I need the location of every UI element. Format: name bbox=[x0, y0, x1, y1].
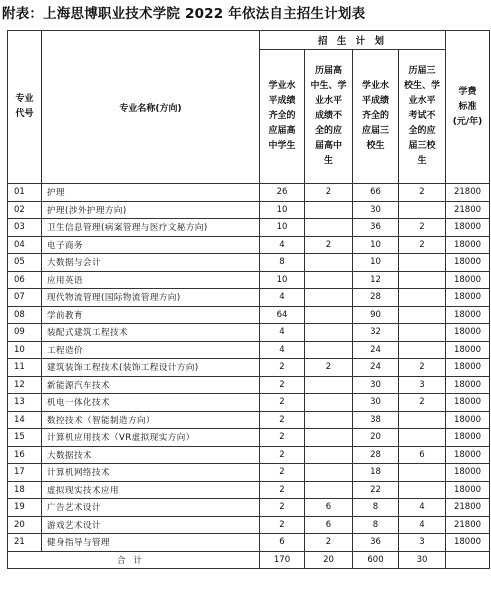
cell-col-c: 24 bbox=[353, 341, 399, 359]
header-row-top bbox=[8, 31, 490, 50]
cell-col-b bbox=[305, 394, 353, 412]
header-col-c bbox=[353, 50, 399, 184]
table-row bbox=[8, 464, 490, 482]
cell-col-d bbox=[399, 271, 446, 289]
cell-col-d: 4 bbox=[399, 499, 446, 517]
cell-col-b bbox=[305, 376, 353, 394]
cell-code: 02 bbox=[8, 201, 42, 219]
cell-major-name: 数控技术（智能制造方向） bbox=[42, 411, 260, 429]
cell-code: 09 bbox=[8, 324, 42, 342]
header-code bbox=[8, 31, 42, 184]
cell-major-name: 计算机网络技术 bbox=[42, 464, 260, 482]
cell-col-c: 90 bbox=[353, 306, 399, 324]
cell-col-a: 2 bbox=[260, 411, 305, 429]
cell-col-b: 6 bbox=[305, 499, 353, 517]
cell-col-d bbox=[399, 341, 446, 359]
cell-major-name: 健身指导与管理 bbox=[42, 534, 260, 552]
cell-fee: 18000 bbox=[446, 341, 490, 359]
cell-col-d: 3 bbox=[399, 376, 446, 394]
cell-col-d bbox=[399, 464, 446, 482]
header-col-b-label: 历届高 中生、学 业水平 成绩不 全的应 届高中 生 bbox=[310, 66, 347, 166]
cell-col-c: 10 bbox=[353, 254, 399, 272]
cell-col-a: 8 bbox=[260, 254, 305, 272]
table-row bbox=[8, 534, 490, 552]
cell-col-a: 2 bbox=[260, 446, 305, 464]
cell-col-a: 4 bbox=[260, 341, 305, 359]
table-row bbox=[8, 289, 490, 307]
cell-col-b: 6 bbox=[305, 516, 353, 534]
total-label: 合计 bbox=[8, 551, 260, 568]
cell-major-name: 建筑装饰工程技术(装饰工程设计方向) bbox=[42, 359, 260, 377]
cell-col-a: 26 bbox=[260, 184, 305, 202]
header-col-a-label: 学业水 平成绩 齐全的 应届高 中学生 bbox=[268, 81, 296, 151]
table-row bbox=[8, 201, 490, 219]
cell-major-name: 游戏艺术设计 bbox=[42, 516, 260, 534]
cell-col-b bbox=[305, 219, 353, 237]
cell-col-d bbox=[399, 429, 446, 447]
header-code-label: 专业 代号 bbox=[15, 94, 34, 119]
cell-col-d: 2 bbox=[399, 236, 446, 254]
cell-col-b bbox=[305, 464, 353, 482]
cell-fee: 21800 bbox=[446, 201, 490, 219]
header-col-c-label: 学业水 平成绩 齐全的 应届三 校生 bbox=[361, 81, 389, 151]
cell-col-b bbox=[305, 341, 353, 359]
cell-col-b bbox=[305, 411, 353, 429]
cell-fee: 18000 bbox=[446, 534, 490, 552]
cell-code: 15 bbox=[8, 429, 42, 447]
cell-major-name: 新能源汽车技术 bbox=[42, 376, 260, 394]
cell-col-a: 4 bbox=[260, 289, 305, 307]
header-col-b bbox=[305, 50, 353, 184]
cell-major-name: 工程造价 bbox=[42, 341, 260, 359]
cell-col-d bbox=[399, 306, 446, 324]
cell-col-d: 4 bbox=[399, 516, 446, 534]
cell-col-d bbox=[399, 411, 446, 429]
cell-col-b bbox=[305, 429, 353, 447]
cell-col-a: 2 bbox=[260, 394, 305, 412]
cell-fee: 18000 bbox=[446, 446, 490, 464]
table-row bbox=[8, 341, 490, 359]
cell-col-a: 2 bbox=[260, 359, 305, 377]
cell-fee: 18000 bbox=[446, 359, 490, 377]
cell-fee: 18000 bbox=[446, 464, 490, 482]
cell-col-a: 6 bbox=[260, 534, 305, 552]
cell-col-c: 30 bbox=[353, 201, 399, 219]
cell-col-d: 2 bbox=[399, 359, 446, 377]
cell-col-a: 2 bbox=[260, 481, 305, 499]
cell-code: 04 bbox=[8, 236, 42, 254]
cell-col-a: 2 bbox=[260, 429, 305, 447]
cell-col-c: 22 bbox=[353, 481, 399, 499]
cell-col-b: 2 bbox=[305, 184, 353, 202]
cell-col-a: 10 bbox=[260, 219, 305, 237]
cell-col-d: 6 bbox=[399, 446, 446, 464]
cell-col-b bbox=[305, 324, 353, 342]
cell-code: 18 bbox=[8, 481, 42, 499]
cell-col-a: 2 bbox=[260, 464, 305, 482]
cell-major-name: 卫生信息管理(病案管理与医疗文秘方向) bbox=[42, 219, 260, 237]
cell-fee: 21800 bbox=[446, 499, 490, 517]
cell-col-d: 3 bbox=[399, 534, 446, 552]
cell-col-d: 2 bbox=[399, 184, 446, 202]
cell-code: 17 bbox=[8, 464, 42, 482]
cell-code: 11 bbox=[8, 359, 42, 377]
header-enrollment-plan: 招 生 计 划 bbox=[260, 31, 446, 50]
cell-major-name: 护理 bbox=[42, 184, 260, 202]
table-row bbox=[8, 376, 490, 394]
table-row bbox=[8, 271, 490, 289]
cell-col-d bbox=[399, 254, 446, 272]
cell-code: 10 bbox=[8, 341, 42, 359]
cell-code: 01 bbox=[8, 184, 42, 202]
cell-col-d bbox=[399, 289, 446, 307]
cell-fee: 21800 bbox=[446, 516, 490, 534]
cell-major-name: 虚拟现实技术应用 bbox=[42, 481, 260, 499]
cell-col-c: 30 bbox=[353, 376, 399, 394]
table-row bbox=[8, 254, 490, 272]
total-col-a: 170 bbox=[260, 551, 305, 568]
cell-col-b bbox=[305, 481, 353, 499]
cell-fee: 18000 bbox=[446, 394, 490, 412]
cell-code: 21 bbox=[8, 534, 42, 552]
cell-fee: 18000 bbox=[446, 271, 490, 289]
cell-col-c: 20 bbox=[353, 429, 399, 447]
table-row bbox=[8, 219, 490, 237]
total-col-d: 30 bbox=[399, 551, 446, 568]
cell-fee: 18000 bbox=[446, 236, 490, 254]
cell-fee: 18000 bbox=[446, 376, 490, 394]
table-row bbox=[8, 429, 490, 447]
cell-code: 14 bbox=[8, 411, 42, 429]
cell-major-name: 大数据技术 bbox=[42, 446, 260, 464]
cell-col-c: 36 bbox=[353, 534, 399, 552]
cell-col-c: 8 bbox=[353, 499, 399, 517]
cell-col-a: 4 bbox=[260, 324, 305, 342]
cell-col-c: 28 bbox=[353, 289, 399, 307]
cell-col-a: 4 bbox=[260, 236, 305, 254]
cell-major-name: 机电一体化技术 bbox=[42, 394, 260, 412]
header-col-d bbox=[399, 50, 446, 184]
header-major-name: 专业名称(方向) bbox=[42, 31, 260, 184]
cell-fee: 18000 bbox=[446, 219, 490, 237]
cell-col-d bbox=[399, 324, 446, 342]
cell-col-c: 30 bbox=[353, 394, 399, 412]
cell-code: 16 bbox=[8, 446, 42, 464]
cell-col-c: 38 bbox=[353, 411, 399, 429]
enrollment-plan-table bbox=[7, 30, 490, 569]
cell-fee: 18000 bbox=[446, 481, 490, 499]
table-row bbox=[8, 411, 490, 429]
cell-code: 06 bbox=[8, 271, 42, 289]
cell-fee: 18000 bbox=[446, 254, 490, 272]
table-row bbox=[8, 446, 490, 464]
total-row bbox=[8, 551, 490, 568]
cell-col-c: 24 bbox=[353, 359, 399, 377]
cell-col-c: 8 bbox=[353, 516, 399, 534]
cell-col-b: 2 bbox=[305, 359, 353, 377]
cell-col-a: 64 bbox=[260, 306, 305, 324]
cell-col-a: 2 bbox=[260, 499, 305, 517]
table-body bbox=[8, 184, 490, 552]
cell-code: 05 bbox=[8, 254, 42, 272]
cell-fee: 21800 bbox=[446, 184, 490, 202]
table-row bbox=[8, 499, 490, 517]
cell-col-b bbox=[305, 306, 353, 324]
cell-major-name: 计算机应用技术（VR虚拟现实方向） bbox=[42, 429, 260, 447]
cell-col-c: 18 bbox=[353, 464, 399, 482]
cell-major-name: 广告艺术设计 bbox=[42, 499, 260, 517]
cell-major-name: 护理(涉外护理方向) bbox=[42, 201, 260, 219]
table-row bbox=[8, 324, 490, 342]
cell-col-b: 2 bbox=[305, 534, 353, 552]
cell-code: 03 bbox=[8, 219, 42, 237]
table-row bbox=[8, 481, 490, 499]
cell-code: 13 bbox=[8, 394, 42, 412]
cell-col-a: 2 bbox=[260, 516, 305, 534]
cell-col-a: 2 bbox=[260, 376, 305, 394]
cell-col-b bbox=[305, 446, 353, 464]
cell-major-name: 学前教育 bbox=[42, 306, 260, 324]
cell-col-b bbox=[305, 201, 353, 219]
cell-col-c: 12 bbox=[353, 271, 399, 289]
cell-major-name: 装配式建筑工程技术 bbox=[42, 324, 260, 342]
cell-major-name: 大数据与会计 bbox=[42, 254, 260, 272]
page-title: 附表：上海思博职业技术学院 2022 年依法自主招生计划表 bbox=[2, 6, 366, 22]
header-tuition bbox=[446, 31, 490, 184]
cell-major-name: 电子商务 bbox=[42, 236, 260, 254]
header-col-a bbox=[260, 50, 305, 184]
cell-col-a: 10 bbox=[260, 201, 305, 219]
cell-col-d bbox=[399, 201, 446, 219]
cell-fee: 18000 bbox=[446, 429, 490, 447]
table-row bbox=[8, 306, 490, 324]
total-fee bbox=[446, 551, 490, 568]
cell-col-d: 2 bbox=[399, 394, 446, 412]
cell-col-b bbox=[305, 289, 353, 307]
cell-col-d bbox=[399, 481, 446, 499]
cell-col-c: 66 bbox=[353, 184, 399, 202]
cell-col-a: 10 bbox=[260, 271, 305, 289]
table-row bbox=[8, 516, 490, 534]
cell-col-b bbox=[305, 254, 353, 272]
cell-code: 08 bbox=[8, 306, 42, 324]
cell-code: 20 bbox=[8, 516, 42, 534]
cell-code: 19 bbox=[8, 499, 42, 517]
header-col-d-label: 历届三 校生、学 业水平 考试不 全的应 届三校 生 bbox=[403, 66, 440, 166]
cell-fee: 18000 bbox=[446, 411, 490, 429]
cell-code: 07 bbox=[8, 289, 42, 307]
cell-col-b: 2 bbox=[305, 236, 353, 254]
cell-fee: 18000 bbox=[446, 306, 490, 324]
cell-col-c: 10 bbox=[353, 236, 399, 254]
cell-major-name: 应用英语 bbox=[42, 271, 260, 289]
header-tuition-label: 学费 标准 (元/年) bbox=[452, 86, 483, 127]
cell-col-d: 2 bbox=[399, 219, 446, 237]
cell-major-name: 现代物流管理(国际物流管理方向) bbox=[42, 289, 260, 307]
table-row bbox=[8, 184, 490, 202]
table-row bbox=[8, 359, 490, 377]
table-row bbox=[8, 394, 490, 412]
cell-col-b bbox=[305, 271, 353, 289]
total-col-b: 20 bbox=[305, 551, 353, 568]
total-col-c: 600 bbox=[353, 551, 399, 568]
cell-col-c: 28 bbox=[353, 446, 399, 464]
cell-col-c: 36 bbox=[353, 219, 399, 237]
cell-fee: 18000 bbox=[446, 289, 490, 307]
cell-code: 12 bbox=[8, 376, 42, 394]
table-row bbox=[8, 236, 490, 254]
cell-col-c: 32 bbox=[353, 324, 399, 342]
cell-fee: 18000 bbox=[446, 324, 490, 342]
